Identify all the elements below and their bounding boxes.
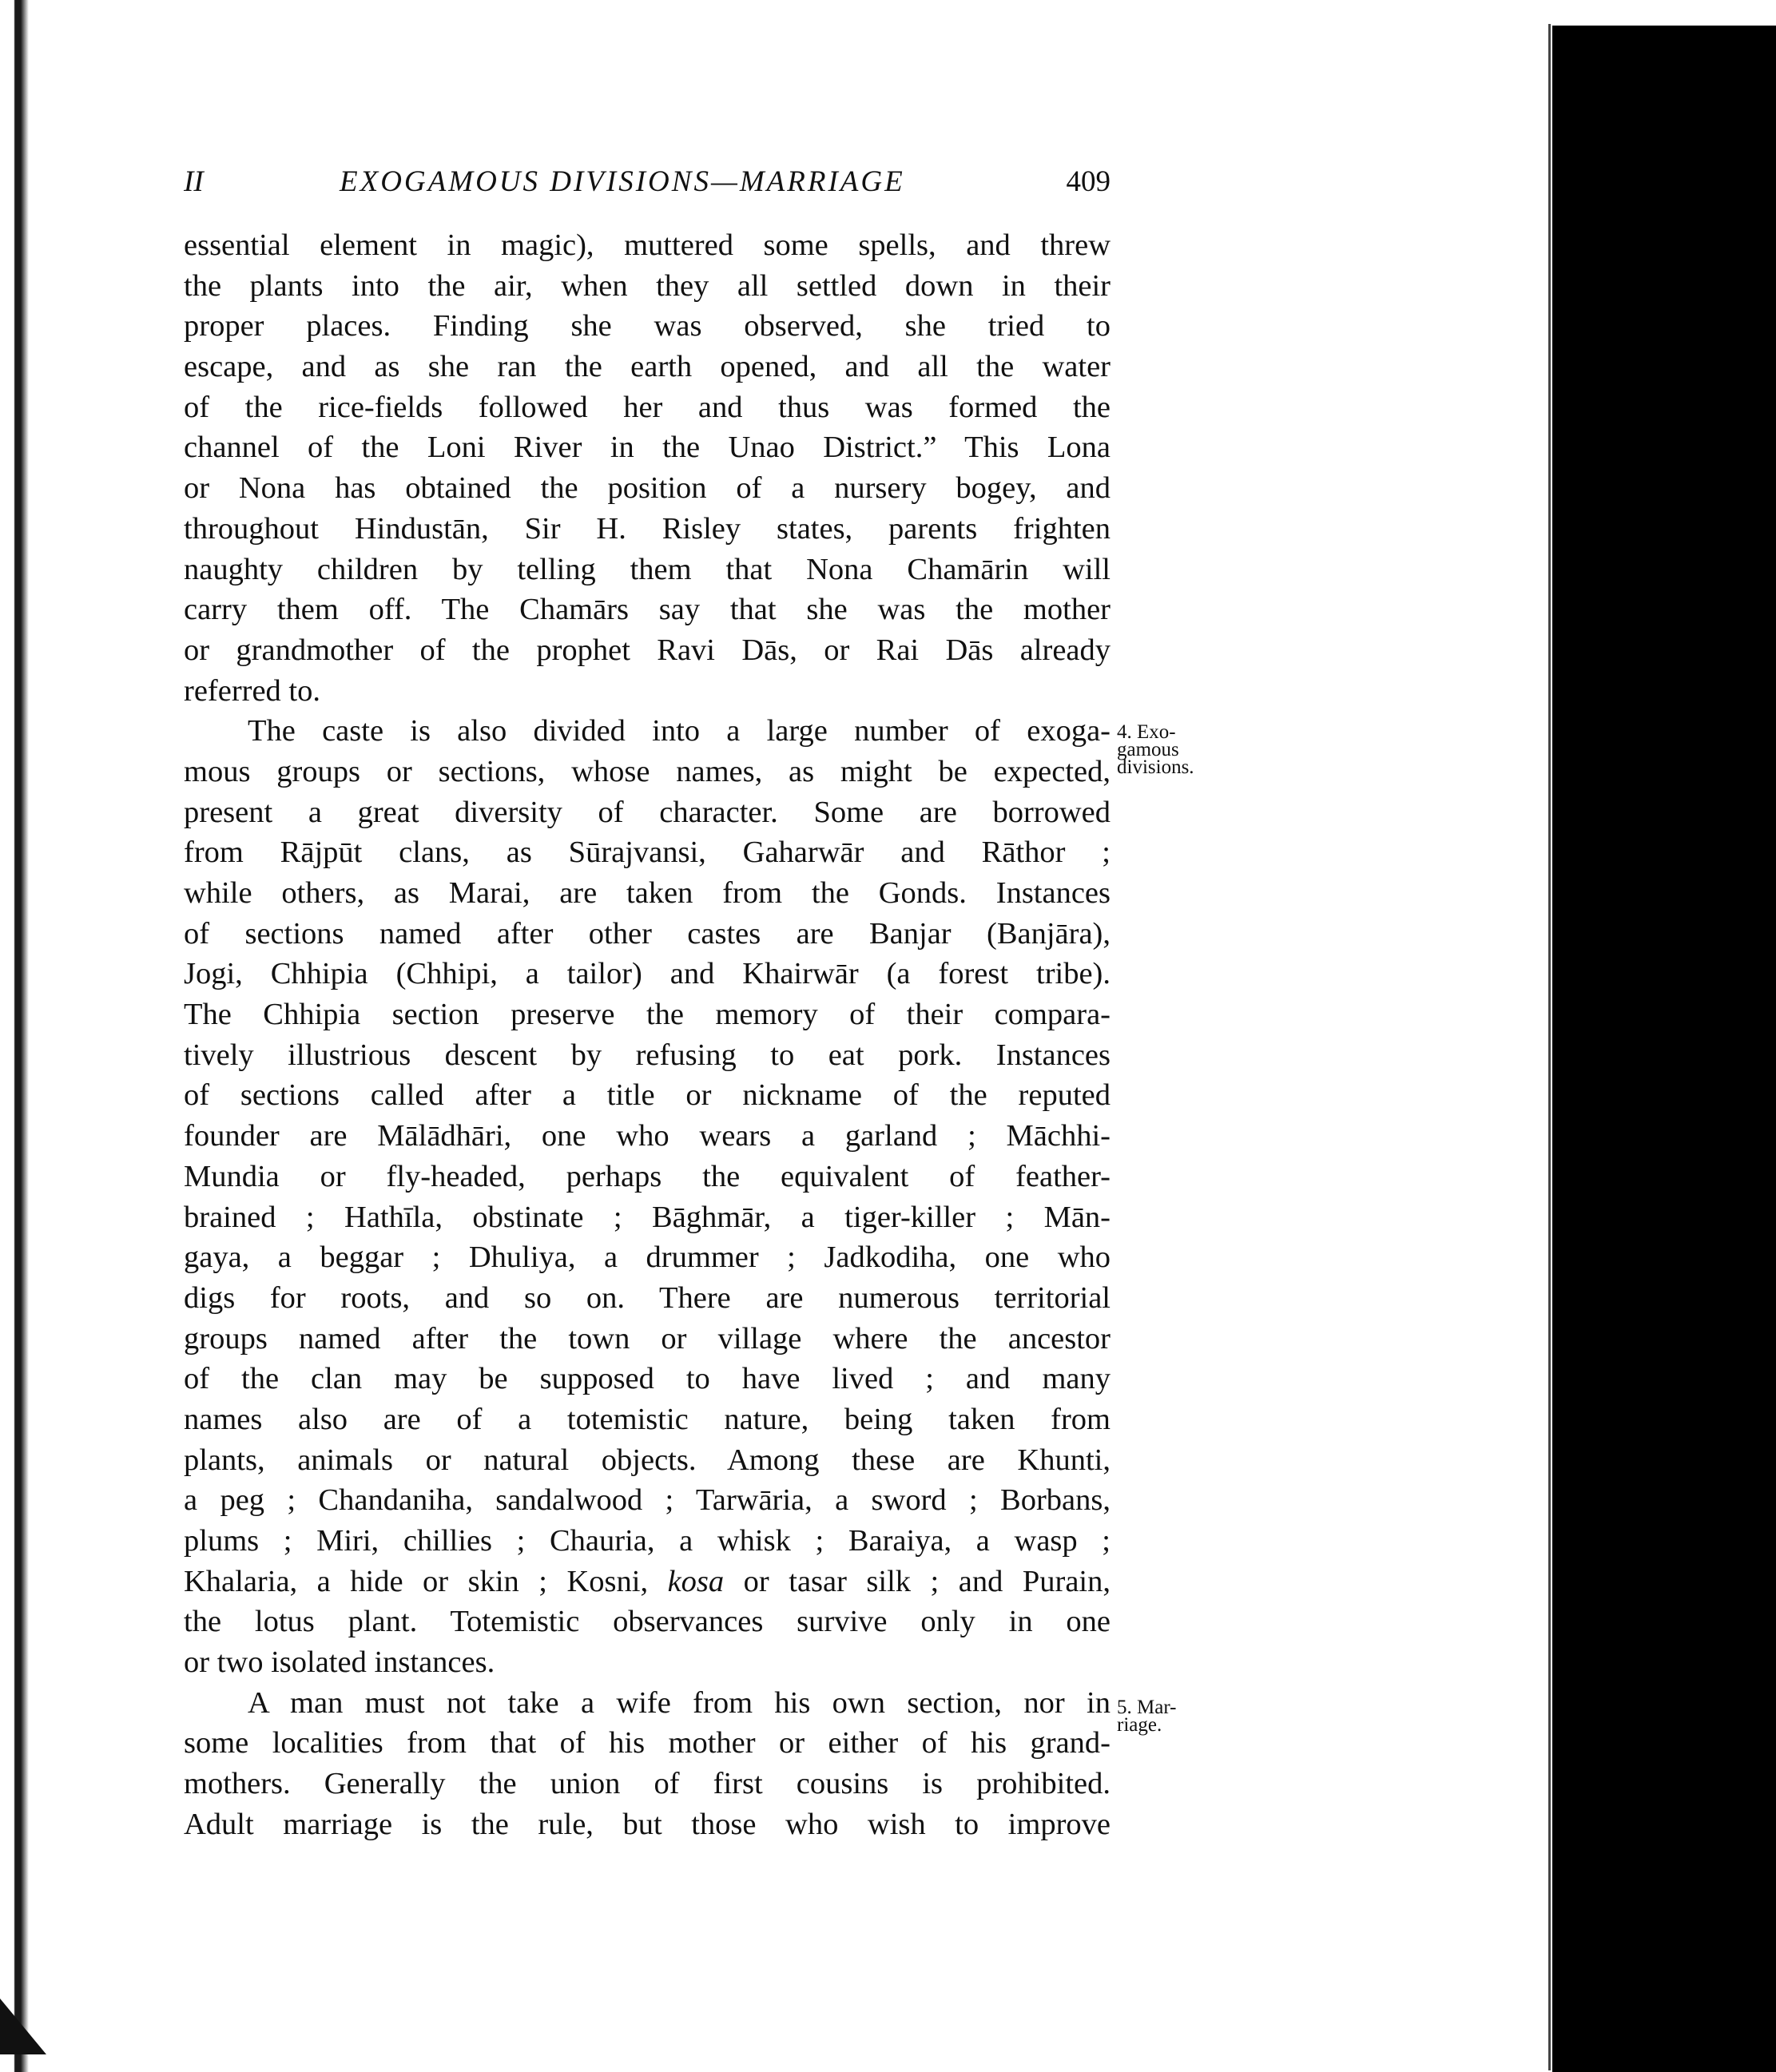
text-line: from Rājpūt clans, as Sūrajvansi, Gaharwār and Rāthor ;: [184, 836, 1110, 870]
text-line: tively illustrious descent by refusing to eat pork. Instances: [184, 1038, 1110, 1072]
text-line: plants, animals or natural objects. Among these are Khunti,: [184, 1443, 1110, 1477]
paragraph-start-line: A man must not take a wife from his own section, nor in: [248, 1685, 1110, 1720]
marginal-note-line: gamous: [1117, 739, 1179, 760]
body-text: [184, 225, 1110, 1845]
text-line: while others, as Marai, are taken from the Gonds. Instances: [184, 876, 1110, 910]
text-line: The Chhipia section preserve the memory of their compara-: [184, 998, 1110, 1032]
text-line: present a great diversity of character. Some are borrowed: [184, 795, 1110, 829]
italic-term: kosa: [667, 1564, 725, 1598]
marginal-note-line: 4. Exo-: [1117, 721, 1176, 743]
text-line: referred to.: [184, 673, 320, 708]
text-line: Adult marriage is the rule, but those who wish to improve: [184, 1807, 1110, 1841]
left-binding-edge: [0, 0, 29, 2072]
text-line: mous groups or sections, whose names, as might be expected,: [184, 754, 1110, 788]
text-line: naughty children by telling them that Nona Chamārin will: [184, 552, 1110, 586]
text-line: mothers. Generally the union of first cousins is prohibited.: [184, 1767, 1110, 1801]
text-line: the plants into the air, when they all settled down in their: [184, 268, 1110, 303]
right-page-edge: [1548, 24, 1551, 2070]
text-line: a peg ; Chandaniha, sandalwood ; Tarwāria, a sword ; Borbans,: [184, 1483, 1110, 1518]
text-line: digs for roots, and so on. There are numerous territorial: [184, 1280, 1110, 1315]
running-title: EXOGAMOUS DIVISIONS—MARRIAGE: [340, 165, 905, 198]
text-line: of the rice-fields followed her and thus was formed the: [184, 390, 1110, 424]
text-line: of sections called after a title or nickname of the reputed: [184, 1078, 1110, 1113]
page-number: 409: [1066, 165, 1110, 198]
text-line: Khalaria, a hide or skin ; Kosni, kosa or tasar silk ; and Purain,: [184, 1564, 1110, 1598]
text-line: proper places. Finding she was observed, she tried to: [184, 309, 1110, 343]
text-line: escape, and as she ran the earth opened, and all the water: [184, 350, 1110, 384]
marginal-note-exogamous-divisions: [1117, 721, 1194, 778]
text-line: plums ; Miri, chillies ; Chauria, a whisk ; Baraiya, a wasp ;: [184, 1524, 1110, 1558]
text-line: groups named after the town or village where the ancestor: [184, 1321, 1110, 1356]
text-line: throughout Hindustān, Sir H. Risley states, parents frighten: [184, 511, 1110, 546]
text-line: or grandmother of the prophet Ravi Dās, or Rai Dās already: [184, 633, 1110, 667]
right-scan-margin: [1552, 26, 1776, 2072]
text-line: essential element in magic), muttered some spells, and threw: [184, 228, 1110, 262]
text-line: Jogi, Chhipia (Chhipi, a tailor) and Khairwār (a forest tribe).: [184, 957, 1110, 991]
text-line: or two isolated instances.: [184, 1645, 495, 1680]
text-line: founder are Mālādhāri, one who wears a garland ; Māchhi-: [184, 1119, 1110, 1153]
text-line: the lotus plant. Totemistic observances survive only in one: [184, 1605, 1110, 1639]
marginal-note-marriage: [1117, 1699, 1176, 1734]
paragraph-start-line: The caste is also divided into a large number of exoga-: [248, 714, 1110, 748]
text-line: gaya, a beggar ; Dhuliya, a drummer ; Jadkodiha, one who: [184, 1240, 1110, 1275]
scan-corner-mark: [0, 1999, 46, 2054]
text-line: or Nona has obtained the position of a nursery bogey, and: [184, 471, 1110, 506]
chapter-number: II: [184, 165, 204, 198]
marginal-note-line: divisions.: [1117, 756, 1194, 778]
text-line: of the clan may be supposed to have lived ; and many: [184, 1362, 1110, 1396]
text-line: some localities from that of his mother or either of his grand-: [184, 1726, 1110, 1760]
text-line: names also are of a totemistic nature, being taken from: [184, 1402, 1110, 1436]
marginal-note-line: riage.: [1117, 1714, 1162, 1736]
text-line: carry them off. The Chamārs say that she was the mother: [184, 593, 1110, 627]
running-header: [184, 157, 1110, 204]
text-line: channel of the Loni River in the Unao District.” This Lona: [184, 431, 1110, 465]
text-line: brained ; Hathīla, obstinate ; Bāghmār, a tiger-killer ; Mān-: [184, 1200, 1110, 1234]
text-line: Mundia or fly-headed, perhaps the equivalent of feather-: [184, 1159, 1110, 1193]
text-line: of sections named after other castes are Banjar (Banjāra),: [184, 916, 1110, 951]
marginal-note-line: 5. Mar-: [1117, 1697, 1177, 1718]
